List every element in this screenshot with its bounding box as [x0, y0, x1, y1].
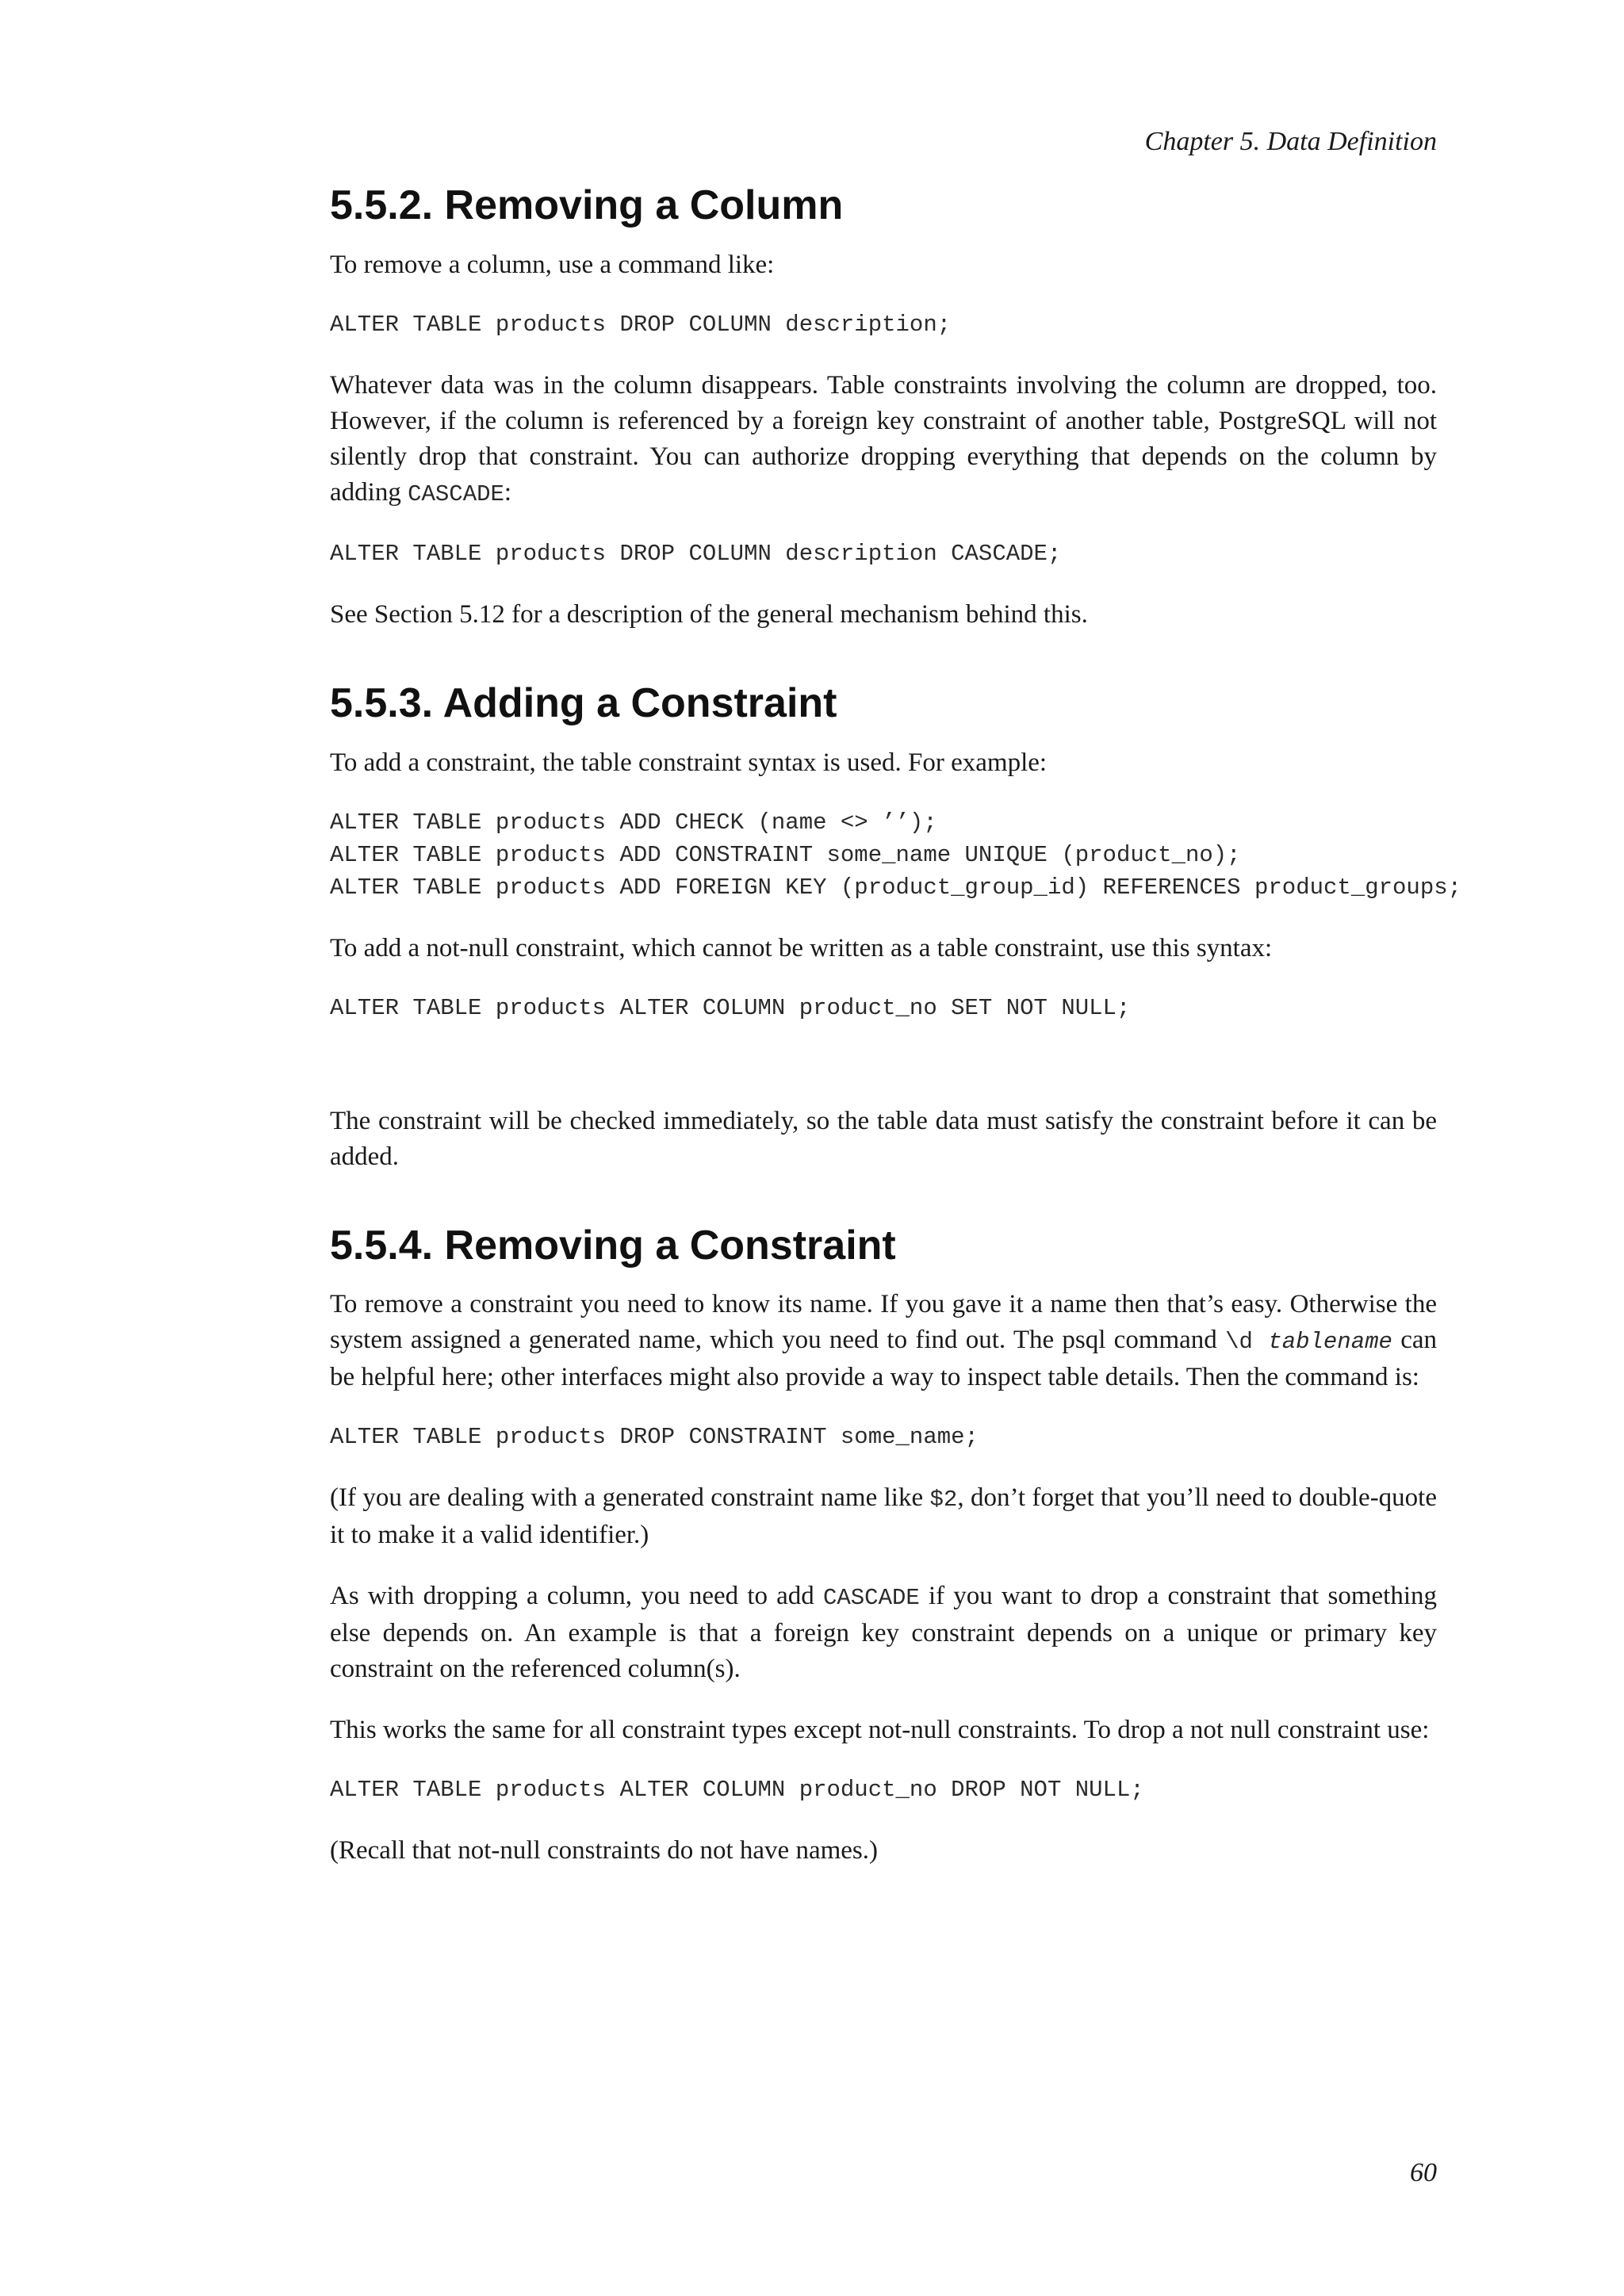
inline-code: \d	[1225, 1329, 1269, 1356]
paragraph: See Section 5.12 for a description of the general mechanism behind this.	[330, 599, 1088, 629]
paragraph	[330, 1578, 1437, 1687]
code-block: ALTER TABLE products ADD CHECK (name <> ’’); ALTER TABLE products ADD CONSTRAINT some_name UNIQUE (product_no); ALTER TABLE products ADD FOREIGN KEY (product_group_id) REFERENCES product_groups;	[330, 809, 1462, 901]
paragraph-text: , don’t forget that you’ll need to double-quote it to make it a valid identifier.)	[330, 1483, 1437, 1550]
code-block: ALTER TABLE products DROP COLUMN description;	[330, 311, 952, 338]
section-adding-constraint	[330, 679, 1462, 1175]
paragraph-text: :	[504, 477, 512, 507]
code-block: ALTER TABLE products DROP COLUMN description CASCADE;	[330, 540, 1062, 567]
section-title: 5.5.2. Removing a Column	[330, 182, 844, 228]
section-title: 5.5.4. Removing a Constraint	[330, 1222, 896, 1269]
paragraph-text: (If you are dealing with a generated constraint name like	[330, 1483, 930, 1513]
paragraph-text: As with dropping a column, you need to add	[330, 1582, 823, 1611]
paragraph: To add a constraint, the table constraint syntax is used. For example:	[330, 748, 1048, 777]
paragraph: The constraint will be checked immediately, so the table data must satisfy the constraint before it can be added.	[330, 1106, 1437, 1171]
paragraph-text: if you want to drop a constraint that something else depends on. An example is that a foreign key constraint depends on a unique or primary key constraint on the referenced column(s).	[330, 1582, 1437, 1684]
code-block: ALTER TABLE products ALTER COLUMN product_no DROP NOT NULL;	[330, 1777, 1144, 1804]
inline-code-italic: tablename	[1268, 1329, 1392, 1356]
code-block: ALTER TABLE products ALTER COLUMN product_no SET NOT NULL;	[330, 994, 1131, 1021]
paragraph: To add a not-null constraint, which cannot be written as a table constraint, use this syntax:	[330, 933, 1273, 962]
section-title: 5.5.3. Adding a Constraint	[330, 679, 837, 726]
paragraph-text: Whatever data was in the column disappears. Table constraints involving the column are dropped, too. However, if the column is referenced by a foreign key constraint of another table, PostgreSQL will not silently drop that constraint. You can authorize dropping everything that depends on the column by adding	[330, 370, 1437, 507]
section-removing-constraint	[330, 1223, 1437, 1869]
paragraph	[330, 368, 1437, 512]
running-header: Chapter 5. Data Definition	[1144, 127, 1437, 156]
code-block: ALTER TABLE products DROP CONSTRAINT some_name;	[330, 1424, 979, 1451]
paragraph-text: can be helpful here; other interfaces might also provide a way to inspect table details. Then the command is:	[330, 1326, 1437, 1392]
paragraph: (Recall that not-null constraints do not have names.)	[330, 1836, 878, 1866]
inline-code: $2	[929, 1487, 958, 1513]
page-number: 60	[1410, 2158, 1437, 2187]
paragraph: To remove a column, use a command like:	[330, 250, 775, 279]
section-removing-column	[330, 182, 1437, 633]
paragraph: This works the same for all constraint types except not-null constraints. To drop a not null constraint use:	[330, 1716, 1430, 1745]
inline-code: CASCADE	[822, 1585, 920, 1612]
paragraph-text: To remove a constraint you need to know its name. If you gave it a name then that’s easy. Otherwise the system assigned a generated name, which you need to find out. The psql command	[330, 1290, 1437, 1355]
paragraph	[330, 1287, 1437, 1395]
paragraph	[330, 1480, 1437, 1553]
page-content	[330, 182, 1462, 1916]
inline-code: CASCADE	[408, 480, 504, 507]
